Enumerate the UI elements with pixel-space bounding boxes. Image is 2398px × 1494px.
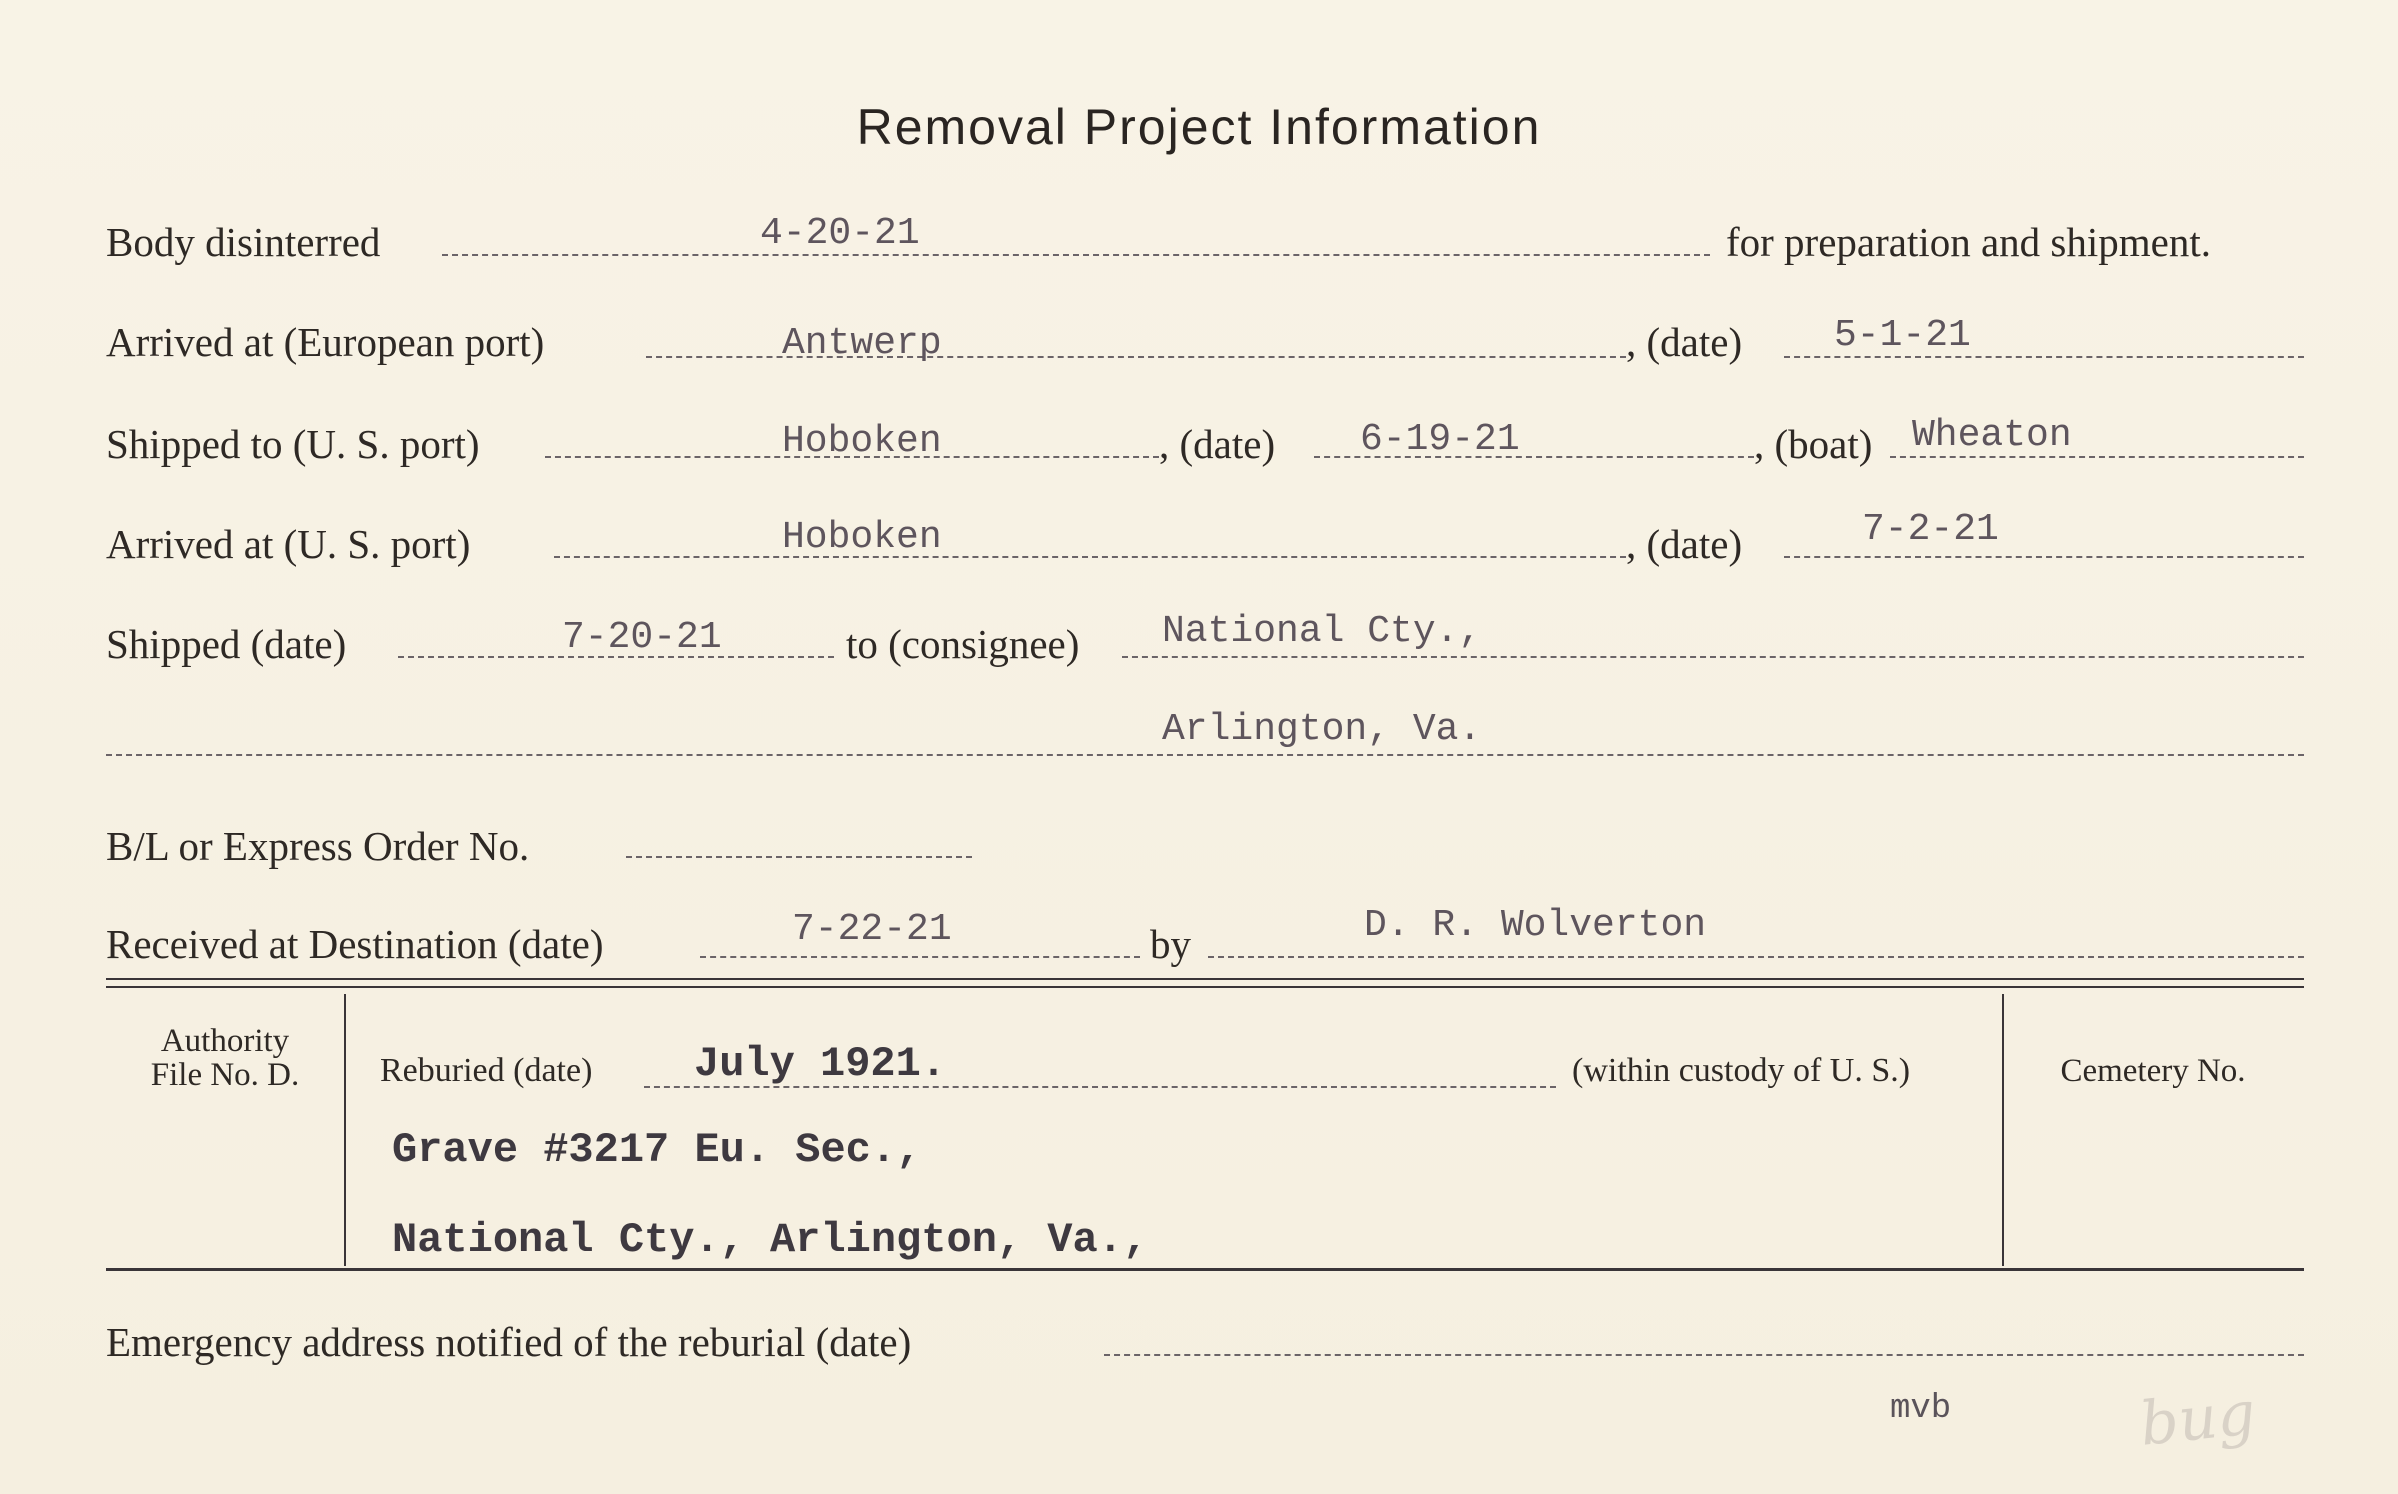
authority-label-2: File No. D. xyxy=(150,1057,300,1093)
cemetery-label: Cemetery No. xyxy=(2060,1053,2246,1089)
custody-label: (within custody of U. S.) xyxy=(1572,1052,1911,1089)
clerk-initials: mvb xyxy=(1890,1390,1952,1428)
shipped-date-value: 7-20-21 xyxy=(562,616,722,659)
shipped-date-label: Shipped (date) xyxy=(106,621,347,667)
shipped-us-port: Hoboken xyxy=(782,420,942,463)
received-by-label: by xyxy=(1150,921,1191,967)
bl-order-line xyxy=(626,856,972,858)
grave-line-2: National Cty., Arlington, Va., xyxy=(392,1216,1149,1264)
consignee-line xyxy=(1122,656,2304,658)
arrived-european-port: Antwerp xyxy=(782,322,942,365)
reburied-date: July 1921. xyxy=(694,1040,947,1088)
body-disinterred-label: Body disinterred xyxy=(106,219,381,265)
box-divider-right xyxy=(2002,994,2004,1266)
bl-order-label: B/L or Express Order No. xyxy=(106,823,530,869)
consignee-label: to (consignee) xyxy=(846,621,1080,667)
card-title: Removal Project Information xyxy=(856,99,1542,155)
body-disinterred-value: 4-20-21 xyxy=(760,212,920,255)
shipped-us-date-label: , (date) xyxy=(1159,421,1276,467)
arrived-us-line xyxy=(554,556,1626,558)
received-date: 7-22-21 xyxy=(792,908,952,951)
arrived-us-date: 7-2-21 xyxy=(1862,508,1999,551)
arrived-european-date-label: , (date) xyxy=(1626,319,1743,365)
arrived-us-date-label: , (date) xyxy=(1626,521,1743,567)
consignee-line-2-rule xyxy=(106,754,2304,756)
reburied-label: Reburied (date) xyxy=(380,1052,593,1089)
authority-label-1: Authority xyxy=(160,1023,290,1059)
body-disinterred-suffix: for preparation and shipment. xyxy=(1726,219,2212,265)
shipped-us-boat-label: , (boat) xyxy=(1754,421,1873,467)
arrived-us-label: Arrived at (U. S. port) xyxy=(106,521,471,567)
arrived-us-port: Hoboken xyxy=(782,516,942,559)
box-divider-left xyxy=(344,994,346,1266)
shipped-us-date: 6-19-21 xyxy=(1360,418,1520,461)
emergency-label: Emergency address notified of the reburial (date) xyxy=(106,1319,912,1365)
pencil-mark: bug xyxy=(2136,1378,2259,1460)
shipped-us-boat: Wheaton xyxy=(1912,414,2072,457)
received-by-line xyxy=(1208,956,2304,958)
arrived-european-date: 5-1-21 xyxy=(1834,314,1971,357)
received-line xyxy=(700,956,1140,958)
received-label: Received at Destination (date) xyxy=(106,921,604,967)
box-top-rule-1 xyxy=(106,978,2304,980)
box-top-rule-2 xyxy=(106,986,2304,988)
arrived-us-date-line xyxy=(1784,556,2304,558)
box-bottom-rule xyxy=(106,1268,2304,1271)
shipped-us-label: Shipped to (U. S. port) xyxy=(106,421,480,467)
consignee-line-2: Arlington, Va. xyxy=(1162,708,1482,751)
received-by-name: D. R. Wolverton xyxy=(1364,904,1707,947)
arrived-european-label: Arrived at (European port) xyxy=(106,319,545,365)
consignee-line-1: National Cty., xyxy=(1162,610,1482,653)
body-disinterred-line xyxy=(442,254,1710,256)
emergency-line xyxy=(1104,1354,2304,1356)
grave-line-1: Grave #3217 Eu. Sec., xyxy=(392,1126,922,1174)
